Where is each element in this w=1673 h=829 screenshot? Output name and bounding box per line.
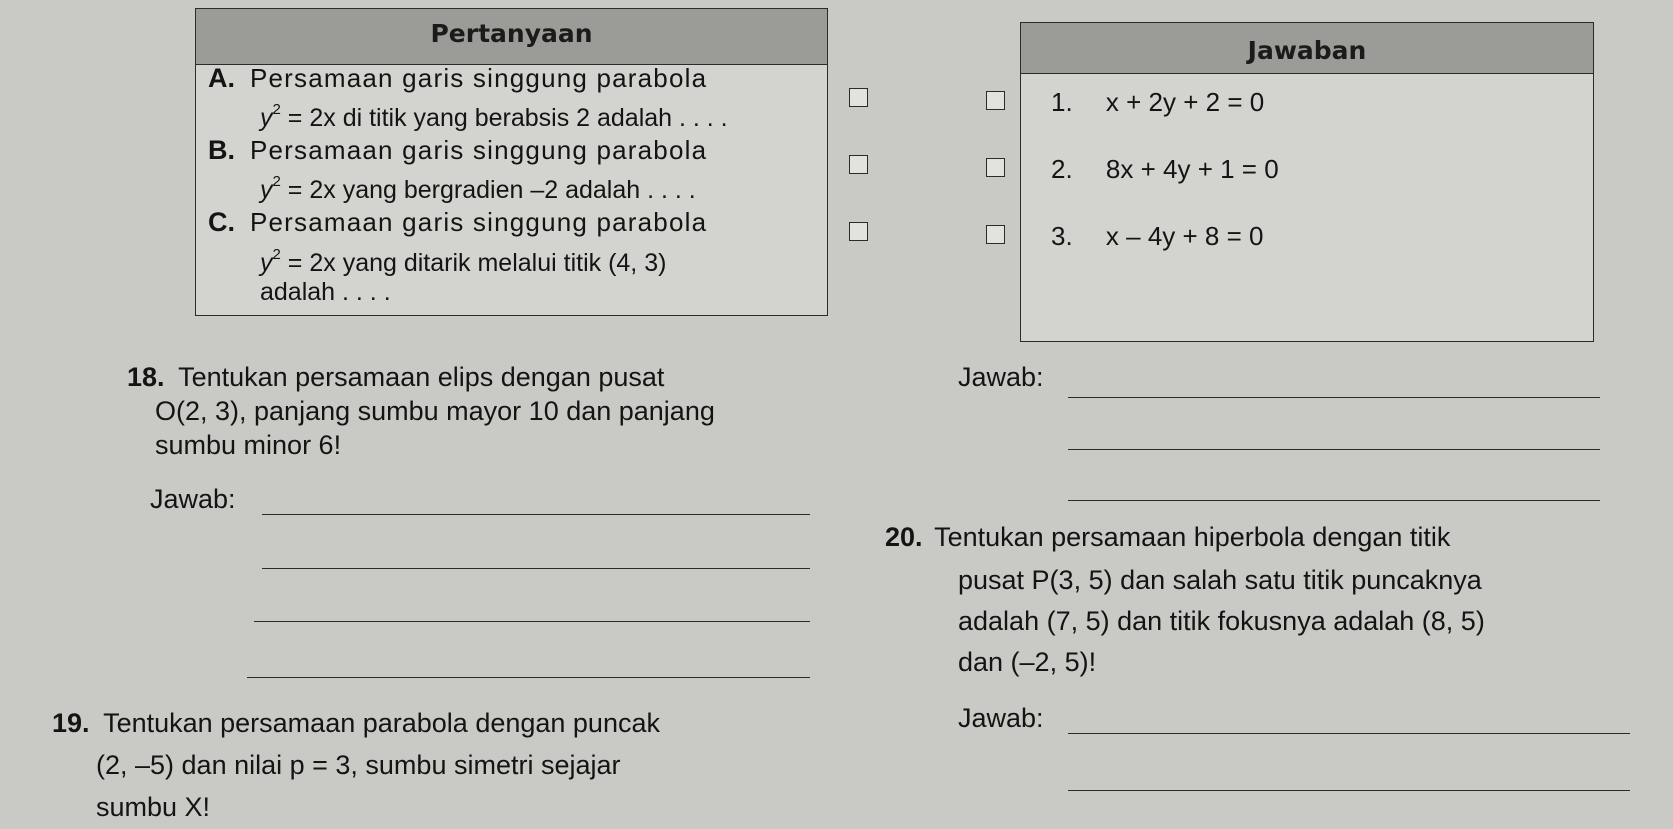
problem-20-line1 [885,522,1450,553]
right-answer-line-3[interactable] [1068,500,1600,501]
answer-3-text: x – 4y + 8 = 0 [1105,221,1264,251]
question-b [208,135,707,166]
answer-2 [1051,154,1279,185]
question-b-line1: Persamaan garis singgung parabola [249,135,708,165]
checkbox-question-b[interactable] [849,155,868,174]
problem-19-number: 19. [52,708,90,738]
question-table [195,8,828,316]
checkbox-question-c[interactable] [849,222,868,241]
question-a-sup: 2 [272,101,281,118]
problem-18-answer-line-3[interactable] [254,621,810,622]
question-b-eq-rest: = 2x [280,176,336,204]
problem-18-answer-label: Jawab: [150,484,236,514]
question-a-line2-rest: di titik yang berabsis 2 adalah . . . . [335,104,728,132]
question-c-sup: 2 [272,246,281,263]
problem-20-text-line1: Tentukan persamaan hiperbola dengan titik [934,522,1451,552]
problem-19-text-line1: Tentukan persamaan parabola dengan puncak [103,708,660,738]
question-b-line2 [260,167,696,205]
question-b-eq: y [260,176,273,204]
problem-18-answer-line-1[interactable] [262,514,810,515]
question-c-eq-rest: = 2x [280,249,336,277]
answer-3 [1051,221,1263,252]
answer-1-text: x + 2y + 2 = 0 [1105,87,1265,117]
checkbox-answer-1[interactable] [986,91,1005,110]
problem-18-answer-line-2[interactable] [262,568,810,569]
question-a-eq-rest: = 2x [280,104,336,132]
question-b-letter: B. [208,135,235,165]
question-c-line1: Persamaan garis singgung parabola [249,207,708,237]
problem-18-line3: sumbu minor 6! [155,430,342,460]
question-table-header: Pertanyaan [196,9,827,65]
answer-3-number: 3. [1051,221,1073,251]
problem-20-answer-label: Jawab: [958,703,1044,733]
problem-18-line2: O(2, 3), panjang sumbu mayor 10 dan panjang [155,396,715,426]
right-answer-label-top: Jawab: [958,362,1044,392]
question-a-eq: y [260,104,273,132]
problem-19-line2: (2, –5) dan nilai p = 3, sumbu simetri sejajar [96,750,621,780]
answer-1 [1051,87,1264,118]
problem-20-number: 20. [885,522,923,552]
question-c-line3: adalah . . . . [260,278,391,306]
problem-20-line4: dan (–2, 5)! [958,647,1097,677]
answer-2-number: 2. [1051,154,1073,184]
problem-20-line3: adalah (7, 5) dan titik fokusnya adalah (8, 5) [958,606,1485,636]
question-c-line2-rest: yang ditarik melalui titik (4, 3) [335,249,667,277]
problem-20-line2: pusat P(3, 5) dan salah satu titik puncaknya [958,565,1482,595]
checkbox-question-a[interactable] [849,88,868,107]
problem-20-answer-line-1[interactable] [1068,733,1630,734]
problem-19-line3: sumbu X! [96,792,211,822]
answer-table-header: Jawaban [1021,23,1593,74]
answer-table [1020,22,1594,342]
checkbox-answer-3[interactable] [986,225,1005,244]
problem-18-number: 18. [127,362,165,392]
question-c-eq: y [260,249,273,277]
question-a-line1: Persamaan garis singgung parabola [249,63,708,93]
right-answer-line-1[interactable] [1068,397,1600,398]
problem-20-answer-line-2[interactable] [1068,790,1630,791]
problem-19-line1 [52,708,660,739]
problem-18-line1 [127,362,664,393]
question-b-sup: 2 [272,173,281,190]
problem-18-answer-line-4[interactable] [247,677,810,678]
question-a-line2 [260,95,728,133]
question-c-line2 [260,240,666,278]
answer-1-number: 1. [1051,87,1073,117]
question-c-letter: C. [208,207,235,237]
question-a [208,63,707,94]
answer-2-text: 8x + 4y + 1 = 0 [1105,154,1279,184]
right-answer-line-2[interactable] [1068,449,1600,450]
question-b-line2-rest: yang bergradien –2 adalah . . . . [335,176,696,204]
checkbox-answer-2[interactable] [986,158,1005,177]
problem-18-text-line1: Tentukan persamaan elips dengan pusat [178,362,665,392]
question-c [208,207,707,238]
question-a-letter: A. [208,63,235,93]
